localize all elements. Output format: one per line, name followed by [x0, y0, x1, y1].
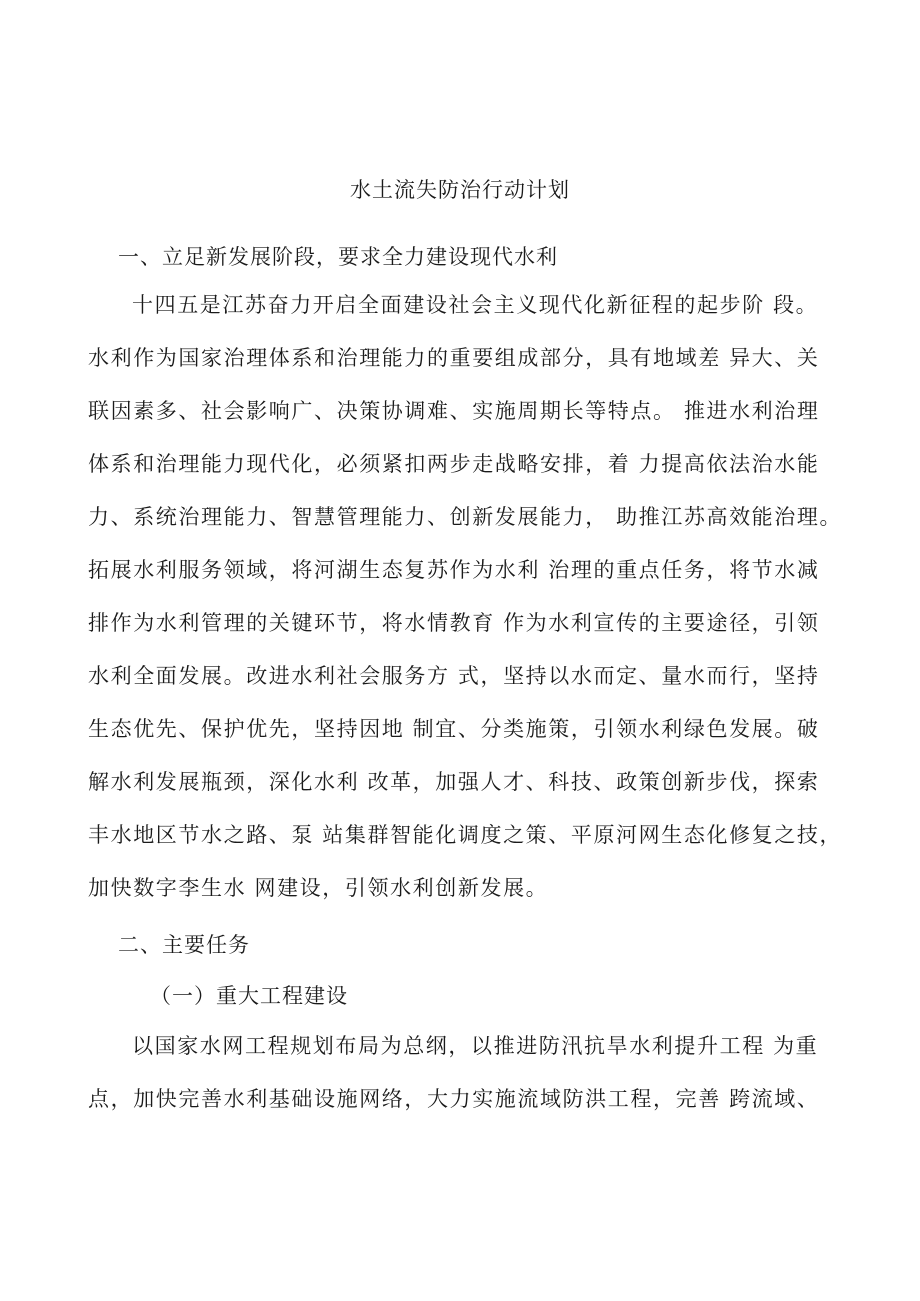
paragraph-line: 水利作为国家治理体系和治理能力的重要组成部分，具有地域差 异大、关: [88, 346, 820, 370]
document-title: 水土流失防治行动计划: [350, 178, 570, 202]
paragraph-line: 水利全面发展。改进水利社会服务方 式，坚持以水而定、量水而行，坚持: [88, 664, 820, 688]
paragraph-line: 联因素多、社会影响广、决策协调难、实施周期长等特点。 推进水利治理: [88, 399, 820, 423]
paragraph-line: 拓展水利服务领域，将河湖生态复苏作为水利 治理的重点任务，将节水减: [88, 558, 820, 582]
section-1-paragraph: [88, 291, 848, 927]
paragraph-line: 以国家水网工程规划布局为总纲，以推进防汛抗旱水利提升工程 为重: [132, 1034, 819, 1058]
paragraph-line: 十四五是江苏奋力开启全面建设社会主义现代化新征程的起步阶 段。: [132, 293, 819, 317]
subsection-1-paragraph: [88, 1032, 848, 1138]
paragraph-line: 丰水地区节水之路、泵 站集群智能化调度之策、平原河网生态化修复之技，: [88, 823, 843, 847]
subsection-heading-1: （一）重大工程建设: [150, 984, 348, 1008]
paragraph-line: 解水利发展瓶颈，深化水利 改革，加强人才、科技、政策创新步伐，探索: [88, 770, 820, 794]
paragraph-line: 体系和治理能力现代化，必须紧扣两步走战略安排，着 力提高依法治水能: [88, 452, 820, 476]
paragraph-line: 加快数字李生水 网建设，引领水利创新发展。: [88, 876, 549, 900]
paragraph-line: 排作为水利管理的关键环节，将水情教育 作为水利宣传的主要途径，引领: [88, 611, 820, 635]
paragraph-line: 生态优先、保护优先，坚持因地 制宜、分类施策，引领水利绿色发展。破: [88, 717, 820, 741]
section-heading-2: 二、主要任务: [118, 933, 250, 957]
section-heading-1: 一、立足新发展阶段，要求全力建设现代水利: [118, 245, 558, 269]
paragraph-line: 力、系统治理能力、智慧管理能力、创新发展能力， 助推江苏高效能治理。: [88, 505, 843, 529]
paragraph-line: 点，加快完善水利基础设施网络，大力实施流域防洪工程，完善 跨流域、: [88, 1087, 820, 1111]
